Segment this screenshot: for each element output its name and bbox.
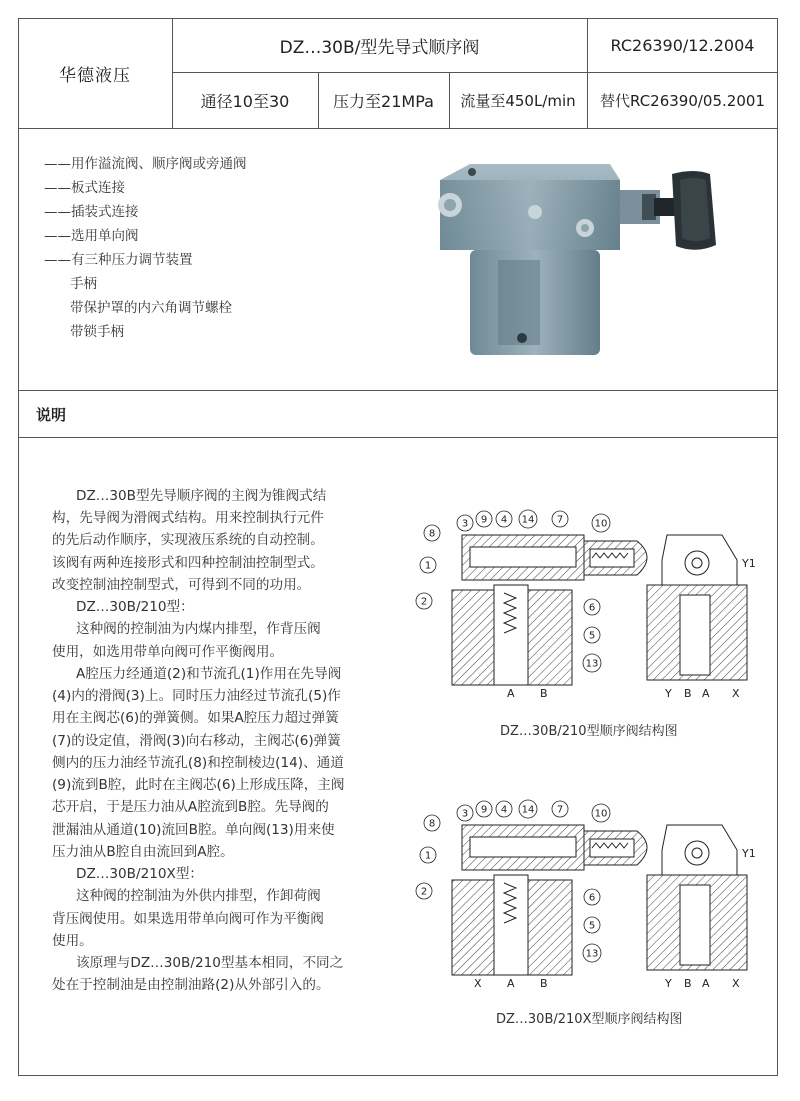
description-line: 压力油从B腔自由流回到A腔。 bbox=[52, 844, 234, 860]
description-line: 该原理与DZ…30B/210型基本相同，不同之 bbox=[76, 955, 344, 971]
port-label: A bbox=[702, 687, 710, 700]
feature-item: ——选用单向阀 bbox=[44, 228, 139, 244]
callout-label: 13 bbox=[585, 948, 599, 960]
diagram-caption: DZ…30B/210型顺序阀结构图 bbox=[500, 724, 678, 739]
callout-label: 6 bbox=[588, 892, 596, 904]
section-divider-top bbox=[18, 390, 778, 391]
callout-label: 6 bbox=[588, 602, 596, 614]
callout-label: 13 bbox=[585, 658, 599, 670]
description-line: 构，先导阀为滑阀式结构。用来控制执行元件 bbox=[52, 510, 324, 526]
description-line: 侧内的压力油经节流孔(8)和控制棱边(14)、通道 bbox=[52, 755, 344, 771]
description-line: (4)内的滑阀(3)上。同时压力油经过节流孔(5)作 bbox=[52, 688, 341, 704]
diagram-caption: DZ…30B/210X型顺序阀结构图 bbox=[496, 1012, 683, 1027]
section-title: 说明 bbox=[36, 406, 67, 424]
callout-label: 14 bbox=[521, 804, 535, 816]
port-label: B bbox=[540, 687, 548, 700]
port-label: X bbox=[474, 977, 482, 990]
callout-label: 5 bbox=[588, 630, 596, 642]
callout-label: 2 bbox=[420, 886, 428, 898]
spec-flow: 流量至450L/min bbox=[460, 91, 576, 110]
port-label: B bbox=[684, 687, 692, 700]
port-label: Y bbox=[665, 977, 672, 990]
port-label: Y1 bbox=[742, 847, 756, 860]
description-line: 的先后动作顺序，实现液压系统的自动控制。 bbox=[52, 532, 324, 548]
description-line: 这种阀的控制油为外供内排型，作卸荷阀 bbox=[76, 888, 321, 904]
spec-replace: 替代RC26390/05.2001 bbox=[600, 91, 765, 110]
callout-label: 7 bbox=[556, 514, 564, 526]
description-line: 用在主阀芯(6)的弹簧侧。如果A腔压力超过弹簧 bbox=[52, 710, 339, 726]
page-title: DZ…30B/型先导式顺序阀 bbox=[279, 37, 480, 58]
product-photo bbox=[410, 150, 740, 365]
section-divider-bottom bbox=[18, 437, 778, 438]
header-divider-bottom bbox=[18, 128, 778, 129]
description-line: 泄漏油从通道(10)流回B腔。单向阀(13)用来使 bbox=[52, 822, 335, 838]
description-line: DZ…30B型先导顺序阀的主阀为锥阀式结 bbox=[76, 488, 327, 504]
description-line: 使用，如选用带单向阀可作平衡阀用。 bbox=[52, 644, 284, 660]
callout-label: 3 bbox=[461, 518, 469, 530]
port-label: X bbox=[732, 687, 740, 700]
description-line: 改变控制油控制型式，可得到不同的功用。 bbox=[52, 577, 311, 593]
description-line: DZ…30B/210X型： bbox=[76, 866, 204, 882]
feature-item: ——板式连接 bbox=[44, 180, 125, 196]
port-label: B bbox=[684, 977, 692, 990]
callout-label: 5 bbox=[588, 920, 596, 932]
description-line: DZ…30B/210型： bbox=[76, 599, 194, 615]
port-label: A bbox=[507, 687, 515, 700]
description-line: 芯开启，于是压力油从A腔流到B腔。先导阀的 bbox=[52, 799, 329, 815]
doc-code: RC26390/12.2004 bbox=[610, 35, 755, 55]
callout-label: 10 bbox=[594, 808, 608, 820]
port-label: A bbox=[702, 977, 710, 990]
structure-diagram-210x bbox=[412, 795, 762, 990]
brand-name: 华德液压 bbox=[59, 65, 131, 86]
callout-label: 4 bbox=[500, 514, 508, 526]
description-line: 使用。 bbox=[52, 933, 93, 949]
spec-pressure: 压力至21MPa bbox=[333, 91, 434, 111]
callout-label: 8 bbox=[428, 818, 436, 830]
callout-label: 9 bbox=[480, 514, 488, 526]
description-line: (9)流到B腔，此时在主阀芯(6)上形成压降，主阀 bbox=[52, 777, 345, 793]
callout-label: 14 bbox=[521, 514, 535, 526]
callout-label: 4 bbox=[500, 804, 508, 816]
description-line: (7)的设定值，滑阀(3)向右移动，主阀芯(6)弹簧 bbox=[52, 733, 341, 749]
description-line: 背压阀使用。如果选用带单向阀可作为平衡阀 bbox=[52, 911, 324, 927]
callout-label: 1 bbox=[424, 850, 432, 862]
port-label: B bbox=[540, 977, 548, 990]
description-line: A腔压力经通道(2)和节流孔(1)作用在先导阀 bbox=[76, 666, 342, 682]
port-label: Y bbox=[665, 687, 672, 700]
spec-size: 通径10至30 bbox=[200, 91, 290, 111]
callout-label: 10 bbox=[594, 518, 608, 530]
callout-label: 7 bbox=[556, 804, 564, 816]
feature-item: ——用作溢流阀、顺序阀或旁通阀 bbox=[44, 156, 247, 172]
port-label: Y1 bbox=[742, 557, 756, 570]
feature-subitem: 手柄 bbox=[70, 276, 97, 292]
feature-item: ——有三种压力调节装置 bbox=[44, 252, 193, 268]
callout-label: 9 bbox=[480, 804, 488, 816]
description-line: 处在于控制油是由控制油路(2)从外部引入的。 bbox=[52, 977, 330, 993]
callout-label: 3 bbox=[461, 808, 469, 820]
callout-label: 1 bbox=[424, 560, 432, 572]
callout-label: 2 bbox=[420, 596, 428, 608]
port-label: A bbox=[507, 977, 515, 990]
feature-subitem: 带锁手柄 bbox=[70, 324, 124, 340]
description-line: 这种阀的控制油为内煤内排型，作背压阀 bbox=[76, 621, 321, 637]
structure-diagram-210 bbox=[412, 505, 762, 700]
port-label: X bbox=[732, 977, 740, 990]
feature-item: ——插装式连接 bbox=[44, 204, 139, 220]
feature-subitem: 带保护罩的内六角调节螺栓 bbox=[70, 300, 232, 316]
description-line: 该阀有两种连接形式和四种控制油控制型式。 bbox=[52, 555, 324, 571]
callout-label: 8 bbox=[428, 528, 436, 540]
